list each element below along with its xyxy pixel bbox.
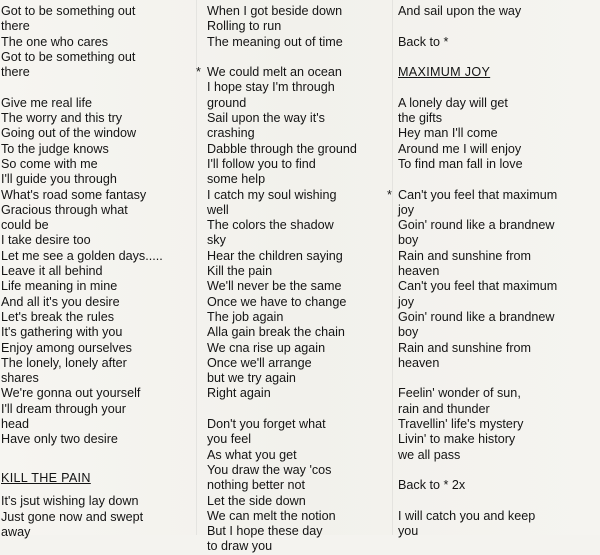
verse-block: [398, 96, 598, 172]
lyric-line: Travellin' life's mystery: [398, 417, 524, 432]
song-title-maximum-joy: MAXIMUM JOY: [398, 65, 491, 80]
lyric-line: Hey man I'll come: [398, 126, 498, 141]
lyric-line: So come with me: [1, 156, 98, 171]
lyric-line: It's gathering with you: [1, 325, 123, 340]
lyric-line: you feel: [207, 432, 252, 447]
lyrics-column-1: [1, 4, 191, 540]
verse-block: [1, 4, 191, 80]
lyric-line: We're gonna out yourself: [1, 386, 141, 401]
lyric-line: As what you get: [207, 447, 297, 462]
lyric-line: ground: [207, 95, 247, 110]
lyric-line: well: [207, 202, 229, 217]
lyric-line: Don't you forget what: [207, 417, 326, 432]
lyric-line: we all pass: [398, 447, 461, 462]
verse-block: [1, 494, 191, 540]
lyric-line: We cna rise up again: [207, 340, 326, 355]
lyric-line: We could melt an ocean: [207, 65, 342, 80]
lyric-line: there: [1, 65, 30, 80]
lyric-line: Feelin' wonder of sun,: [398, 386, 521, 401]
song-title-kill-the-pain: KILL THE PAIN: [1, 470, 91, 485]
lyric-line: Hear the children saying: [207, 248, 343, 263]
verse-block: [207, 417, 387, 555]
lyric-line: Can't you feel that maximum: [398, 187, 558, 202]
lyric-line: boy: [398, 325, 419, 340]
lyric-line: The lonely, lonely after: [1, 355, 127, 370]
lyric-line: head: [1, 417, 30, 432]
lyric-line: Rain and sunshine from: [398, 340, 532, 355]
lyric-line: When I got beside down: [207, 4, 343, 18]
lyric-line: Just gone now and swept: [1, 509, 144, 524]
lyric-line: A lonely day will get: [398, 95, 508, 110]
lyric-line: but we try again: [207, 371, 296, 386]
lyric-line: The one who cares: [1, 34, 109, 49]
lyric-line: you: [398, 524, 419, 539]
lyric-line: sky: [207, 233, 226, 248]
chorus-block: [196, 65, 387, 402]
lyric-line: And sail upon the way: [398, 4, 522, 18]
lyrics-column-2: [196, 4, 387, 555]
lyric-line: I'll follow you to find: [207, 156, 316, 171]
lyric-line: to draw you: [207, 539, 273, 554]
paper-crease: [392, 0, 393, 535]
lyric-line: rain and thunder: [398, 401, 490, 416]
lyric-line: You draw the way 'cos: [207, 462, 332, 477]
lyric-line: I catch my soul wishing: [207, 187, 337, 202]
back-to-chorus-note: Back to * 2x: [398, 478, 466, 493]
lyric-line: To the judge knows: [1, 141, 109, 156]
lyric-line: Once we have to change: [207, 294, 347, 309]
verse-block: [1, 96, 191, 448]
lyric-line: The colors the shadow: [207, 218, 334, 233]
lyric-line: away: [1, 524, 31, 539]
lyric-line: Got to be something out: [1, 4, 136, 18]
lyric-line: shares: [1, 371, 39, 386]
lyric-line: Going out of the window: [1, 126, 137, 141]
lyric-line: And all it's you desire: [1, 294, 120, 309]
chorus-marker: *: [387, 187, 392, 202]
lyric-line: We'll never be the same: [207, 279, 342, 294]
lyric-line: The job again: [207, 309, 284, 324]
lyric-line: We can melt the notion: [207, 508, 336, 523]
chorus-marker: *: [196, 65, 201, 80]
lyric-line: I will catch you and keep: [398, 508, 536, 523]
lyric-line: Got to be something out: [1, 49, 136, 64]
lyric-line: there: [1, 19, 30, 34]
lyric-line: boy: [398, 233, 419, 248]
lyric-line: I hope stay I'm through: [207, 80, 335, 95]
lyric-line: Let's break the rules: [1, 309, 115, 324]
lyric-line: Sail upon the way it's: [207, 111, 325, 126]
lyric-line: Kill the pain: [207, 264, 273, 279]
lyric-line: could be: [1, 218, 49, 233]
lyric-line: Rolling to run: [207, 19, 282, 34]
lyric-line: Life meaning in mine: [1, 279, 118, 294]
lyric-line: The meaning out of time: [207, 34, 343, 49]
lyric-line: It's jsut wishing lay down: [1, 494, 139, 509]
lyric-line: To find man fall in love: [398, 156, 523, 171]
lyric-line: I'll dream through your: [1, 401, 126, 416]
lyric-line: Goin' round like a brandnew: [398, 218, 555, 233]
lyric-line: Rain and sunshine from: [398, 248, 532, 263]
lyric-line: nothing better not: [207, 478, 306, 493]
lyric-line: Let the side down: [207, 493, 306, 508]
verse-block: [398, 4, 598, 19]
lyric-line: the gifts: [398, 111, 443, 126]
lyric-line: some help: [207, 172, 266, 187]
lyrics-column-3: [387, 4, 598, 539]
lyric-line: heaven: [398, 264, 440, 279]
lyric-line: Dabble through the ground: [207, 141, 357, 156]
lyric-line: Can't you feel that maximum: [398, 279, 558, 294]
lyric-line: Give me real life: [1, 95, 92, 110]
lyric-line: Once we'll arrange: [207, 355, 312, 370]
lyric-line: What's road some fantasy: [1, 187, 147, 202]
lyric-line: Livin' to make history: [398, 432, 516, 447]
lyric-line: Let me see a golden days.....: [1, 248, 163, 263]
verse-block: [398, 386, 598, 462]
verse-block: [207, 4, 387, 50]
lyric-line: joy: [398, 202, 415, 217]
lyric-line: joy: [398, 294, 415, 309]
chorus-block: [387, 187, 598, 372]
lyric-line: But I hope these day: [207, 524, 323, 539]
lyric-line: Goin' round like a brandnew: [398, 309, 555, 324]
lyric-line: Around me I will enjoy: [398, 141, 522, 156]
lyric-line: Gracious through what: [1, 202, 128, 217]
lyric-line: Right again: [207, 386, 271, 401]
lyric-line: crashing: [207, 126, 255, 141]
lyric-line: Enjoy among ourselves: [1, 340, 132, 355]
lyric-line: The worry and this try: [1, 111, 123, 126]
lyric-line: I take desire too: [1, 233, 91, 248]
lyric-line: heaven: [398, 355, 440, 370]
back-to-chorus-note: Back to *: [398, 34, 449, 49]
lyric-line: I'll guide you through: [1, 172, 117, 187]
lyric-line: Have only two desire: [1, 432, 118, 447]
lyric-line: Alla gain break the chain: [207, 325, 345, 340]
lyric-line: Leave it all behind: [1, 264, 103, 279]
